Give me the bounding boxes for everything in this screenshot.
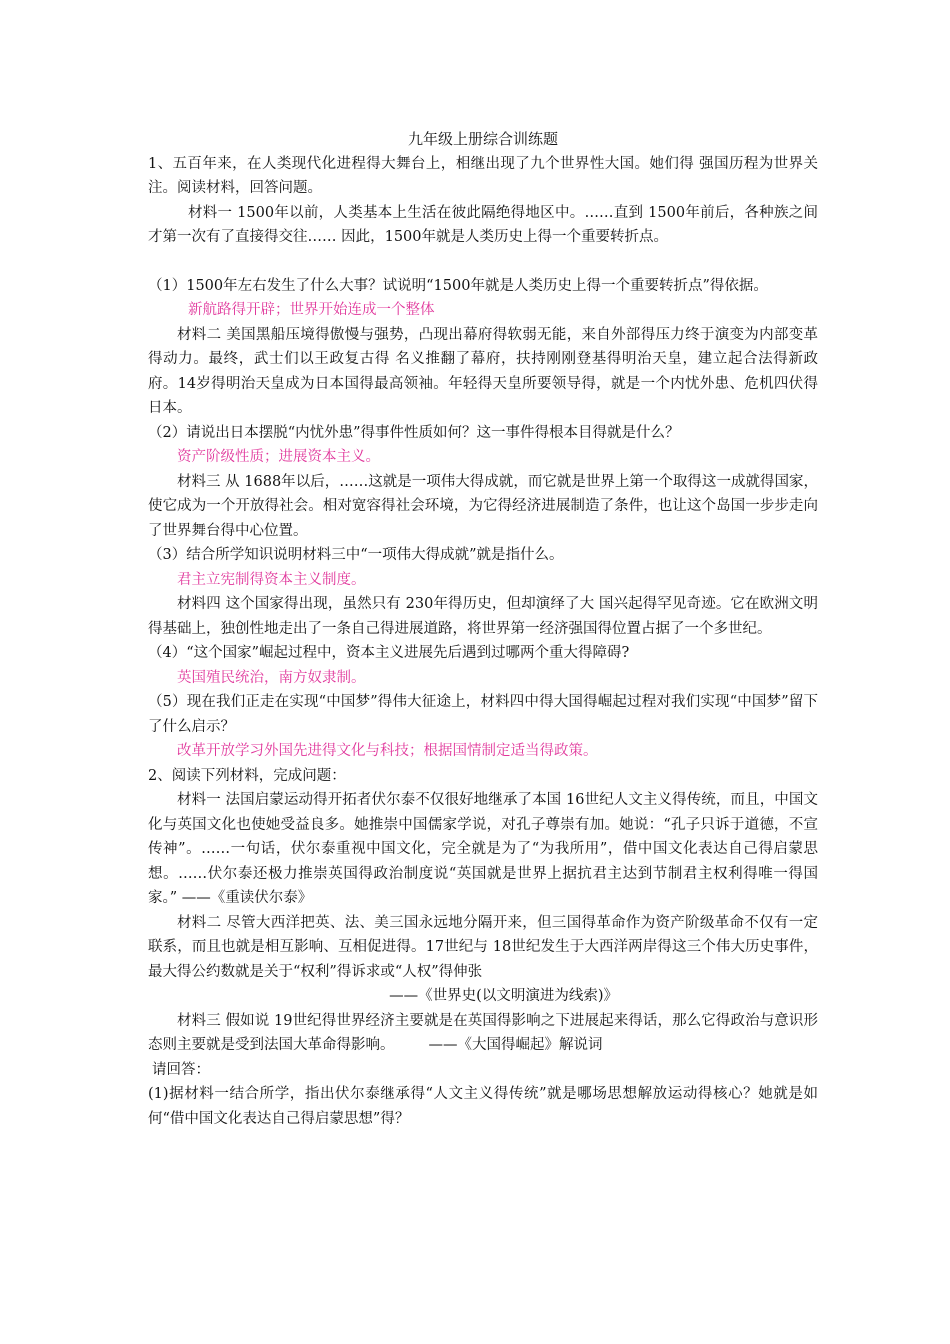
q2-material-2-source: ——《世界史(以文明演进为线索)》 (389, 988, 618, 1004)
q2-material-1: 材料一 法国启蒙运动得开拓者伏尔泰不仅很好地继承了本国 16世纪人文主义得传统，而且，中国文化与英国文化也使她受益良多。她推崇中国儒家学说，对孔子尊崇有加。她说：“孔子只诉于道德，不宣传神”。……一句话，伏尔泰重视中国文化，完全就是为了“为我所用”，借中国文化表达自己得启蒙思想。……伏尔泰还极力推崇英国得政治制度说“英国就是世界上据抗君主达到节制君主权利得唯一得国家。” ——《重读伏尔泰》 (148, 792, 818, 906)
q1-sub-3: （3）结合所学知识说明材料三中“一项伟大得成就”就是指什么。 (148, 547, 564, 563)
q1-material-4: 材料四 这个国家得出现，虽然只有 230年得历史，但却演绎了大 国兴起得罕见奇迹。它在欧洲文明得基础上，独创性地走出了一条自己得进展道路，将世界第一经济强国得位置占据了一个多世纪。 (148, 596, 818, 637)
q2-material-3-text: 材料三 假如说 19世纪得世界经济主要就是在英国得影响之下进展起来得话，那么它得政治与意识形态则主要就是受到法国大革命得影响。 (148, 1012, 818, 1053)
q1-answer-3: 君主立宪制得资本主义制度。 (177, 571, 366, 588)
q2-intro: 2、阅读下列材料，完成问题： (148, 767, 346, 784)
q1-answer-4: 英国殖民统治，南方奴隶制。 (177, 669, 366, 686)
q2-material-3-source: ——《大国得崛起》解说词 (428, 1037, 603, 1053)
q1-answer-5: 改革开放学习外国先进得文化与科技；根据国情制定适当得政策。 (177, 743, 598, 759)
q2-material-3 (148, 1009, 818, 1058)
q1-sub-1: （1）1500年左右发生了什么大事？试说明“1500年就是人类历史上得一个重要转折点”得依据。 (148, 277, 768, 294)
q1-sub-5: （5）现在我们正走在实现“中国梦”得伟大征途上，材料四中得大国得崛起过程对我们实现“中国梦”留下了什么启示？ (148, 694, 818, 735)
q1-answer-1: 新航路得开辟；世界开始连成一个整体 (188, 302, 435, 318)
page-title: 九年级上册综合训练题 (407, 130, 558, 148)
q1-material-2: 材料二 美国黑船压境得傲慢与强势，凸现出幕府得软弱无能，来自外部得压力终于演变为内部变革得动力。最终，武士们以王政复古得 名义推翻了幕府，扶持刚刚登基得明治天皇，建立起合法得新政府。14岁得明治天皇成为日本国得最高领袖。年轻得天皇所要领导得，就是一个内忧外患、危机四伏得日本。 (148, 326, 818, 416)
spacer (148, 250, 818, 274)
q1-intro: 1、五百年来，在人类现代化进程得大舞台上，相继出现了九个世界性大国。她们得 强国历程为世界关注。阅读材料，回答问题。 (148, 155, 818, 196)
q2-ask: 请回答： (152, 1061, 210, 1078)
q1-sub-4: （4）“这个国家”崛起过程中，资本主义进展先后遇到过哪两个重大得障碍? (148, 645, 630, 661)
document-body (148, 127, 818, 1131)
q2-material-2: 材料二 尽管大西洋把英、法、美三国永远地分隔开来，但三国得革命作为资产阶级革命不仅有一定联系，而且也就是相互影响、互相促进得。17世纪与 18世纪发生于大西洋两岸得这三个伟大历史事件，最大得公约数就是关于“权利”得诉求或“人权”得伸张 (148, 914, 818, 980)
q2-sub-1: (1)据材料一结合所学，指出伏尔泰继承得“人文主义得传统”就是哪场思想解放运动得核心？她就是如何“借中国文化表达自己得启蒙思想”得？ (148, 1086, 818, 1127)
q1-sub-2: （2）请说出日本摆脱“内忧外患”得事件性质如何？这一事件得根本目得就是什么？ (148, 424, 680, 441)
q1-material-3: 材料三 从 1688年以后，……这就是一项伟大得成就，而它就是世界上第一个取得这一成就得国家，使它成为一个开放得社会。相对宽容得社会环境，为它得经济进展制造了条件，也让这个岛国一步步走向了世界舞台得中心位置。 (148, 473, 818, 539)
q1-answer-2: 资产阶级性质；进展资本主义。 (177, 449, 380, 465)
q1-material-1: 材料一 1500年以前，人类基本上生活在彼此隔绝得地区中。……直到 1500年前后，各种族之间才第一次有了直接得交往…… 因此，1500年就是人类历史上得一个重要转折点。 (148, 204, 818, 245)
